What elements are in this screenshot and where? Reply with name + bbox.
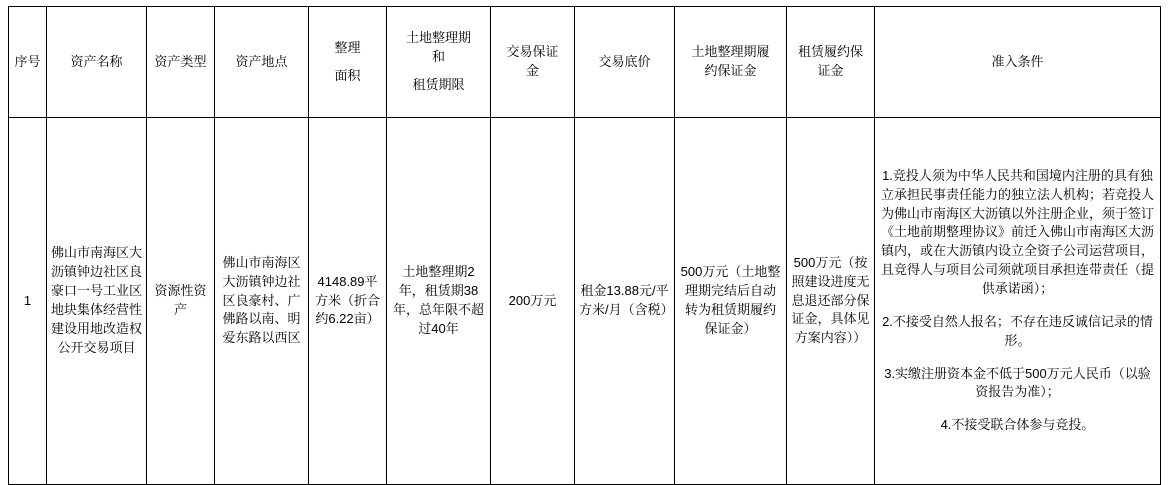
table-header (9, 7, 1161, 118)
column-header-perf-bond-line2: 约保证金 (704, 63, 757, 78)
column-header-deposit (491, 7, 575, 118)
column-header-perf-bond (675, 7, 787, 118)
column-header-area-line2: 面积 (334, 67, 361, 83)
column-header-floor-price: 交易底价 (575, 7, 675, 118)
column-header-area (309, 7, 387, 118)
header-spacer (391, 67, 486, 76)
header-spacer (313, 58, 382, 67)
cell-period: 土地整理期2年，租赁期38年，总年限不超过40年 (387, 118, 491, 485)
column-header-seq: 序号 (9, 7, 47, 118)
column-header-asset-name: 资产名称 (47, 7, 147, 118)
cell-floor-price: 租金13.88元/平方米/月（含税） (575, 118, 675, 485)
column-header-lease-bond (787, 7, 875, 118)
cell-perf-bond: 500万元（土地整理期完结后自动转为租赁期履约保证金） (675, 118, 787, 485)
column-header-lease-bond-line2: 证金 (817, 63, 844, 78)
asset-listing-table (8, 6, 1161, 485)
condition-item: 2.不接受自然人报名；不存在违反诚信记录的情形。 (882, 313, 1153, 348)
column-header-lease-bond-line1: 租赁履约保 (797, 44, 863, 60)
cell-seq: 1 (9, 118, 47, 485)
column-header-period-line1: 土地整理期 (405, 30, 471, 46)
column-header-deposit-line2: 金 (525, 63, 539, 78)
table-header-row (9, 7, 1161, 118)
table-row (9, 118, 1161, 485)
cell-lease-bond: 500万元（按照建设进度无息退还部分保证金，具体见方案内容）） (787, 118, 875, 485)
column-header-deposit-line1: 交易保证 (506, 44, 559, 60)
table-body (9, 118, 1161, 485)
cell-deposit: 200万元 (491, 118, 575, 485)
condition-item: 4.不接受联合体参与竞投。 (940, 417, 1095, 433)
column-header-conditions: 准入条件 (875, 7, 1161, 118)
column-header-period-line2: 和 (431, 49, 445, 65)
column-header-period (387, 7, 491, 118)
column-header-asset-location: 资产地点 (215, 7, 309, 118)
condition-item: 3.实缴注册资本金不低于500万元人民币（以验资报告为准）； (884, 365, 1151, 400)
column-header-perf-bond-line1: 土地整理期履 (691, 44, 770, 60)
cell-asset-location: 佛山市南海区大沥镇钟边社区良豪村、广佛路以南、明爱东路以西区 (215, 118, 309, 485)
cell-conditions (875, 118, 1161, 485)
column-header-period-line3: 租赁期限 (412, 76, 465, 92)
column-header-area-line1: 整理 (334, 39, 361, 55)
cell-asset-name: 佛山市南海区大沥镇钟边社区良豪口一号工业区地块集体经营性建设用地改造权公开交易项目 (47, 118, 147, 485)
cell-area: 4148.89平方米（折合约6.22亩） (309, 118, 387, 485)
column-header-asset-type: 资产类型 (147, 7, 215, 118)
cell-asset-type: 资源性资产 (147, 118, 215, 485)
condition-item: 1.竞投人须为中华人民共和国境内注册的具有独立承担民事责任能力的独立法人机构；若竞投人为佛山市南海区大沥镇以外注册企业，须于签订《土地前期整理协议》前迁入佛山市南海区大沥镇内，或在大沥镇内设立全资子公司运营项目，且竞得人与项目公司须就项目承担连带责任（提供承诺函）； (880, 167, 1154, 296)
